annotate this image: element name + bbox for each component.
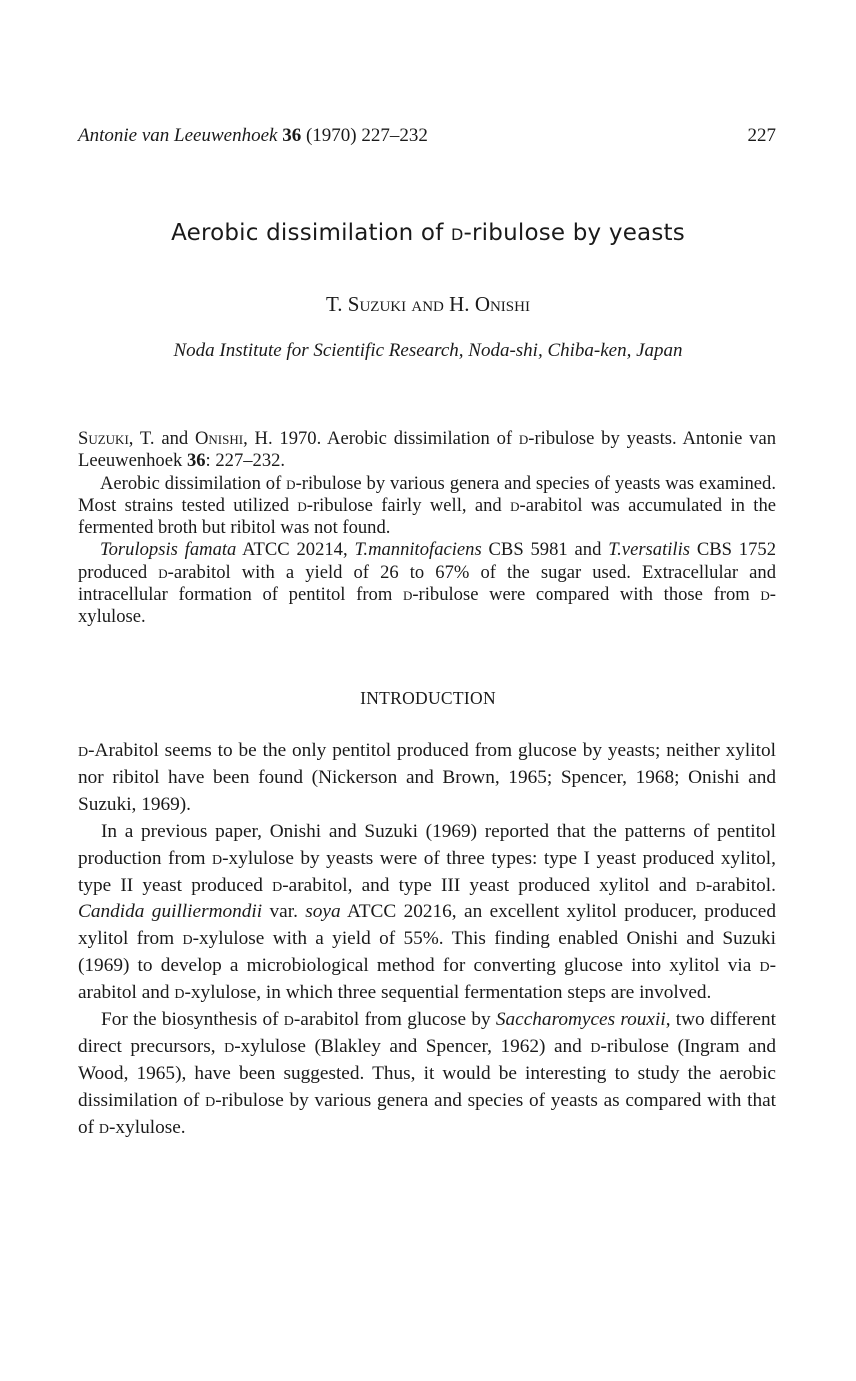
abstract-paragraph-2: Torulopsis famata ATCC 20214, T.mannitofaciens CBS 5981 and T.versatilis CBS 1752 produced d-arabitol with a yield of 26 to 67% of the sugar used. Extracellular and intracellular formation of pentitol from d-ribulose were compared with those from d-xylulose. [78, 539, 776, 628]
journal-volume: 36 [282, 125, 302, 146]
introduction-body [78, 738, 776, 1142]
intro-paragraph-1: d-Arabitol seems to be the only pentitol produced from glucose by yeasts; neither xylitol nor ribitol have been found (Nickerson and Brown, 1965; Spencer, 1968; Onishi and Suzuki, 1969). [78, 740, 776, 815]
abstract-citation: Suzuki, T. and Onishi, H. 1970. Aerobic dissimilation of d-ribulose by yeasts. Antonie van Leeuwenhoek 36: 227–232. [78, 428, 776, 472]
journal-name: Antonie van Leeuwenhoek [78, 125, 278, 146]
abstract [78, 428, 776, 629]
abstract-paragraph-1: Aerobic dissimilation of d-ribulose by various genera and species of yeasts was examined. Most strains tested utilized d-ribulose fairly well, and d-arabitol was accumulated in the fermented broth but ribitol was not found. [78, 472, 776, 539]
journal-year-pages: (1970) 227–232 [305, 125, 428, 146]
intro-paragraph-3: For the biosynthesis of d-arabitol from glucose by Saccharomyces rouxii, two different direct precursors, d-xylulose (Blakley and Spencer, 1962) and d-ribulose (Ingram and Wood, 1965), have been suggested. Thus, it would be interesting to study the aerobic dissimilation of d-ribulose by various genera and species of yeasts as compared with that of d-xylulose. [78, 1009, 777, 1138]
author-affiliation: Noda Institute for Scientific Research, Noda-shi, Chiba-ken, Japan [173, 340, 683, 361]
page-number: 227 [747, 125, 776, 146]
running-head [78, 125, 776, 151]
section-heading-introduction: INTRODUCTION [360, 688, 496, 708]
journal-citation [78, 125, 428, 151]
paper-authors: T. Suzuki and H. Onishi [326, 292, 530, 316]
intro-paragraph-2: In a previous paper, Onishi and Suzuki (1969) reported that the patterns of pentitol production from d-xylulose by yeasts were of three types: type I yeast produced xylitol, type II yeast produced d-arabitol, and type III yeast produced xylitol and d-arabitol. Candida guilliermondii var. soya ATCC 20216, an excellent xylitol producer, produced xylitol from d-xylulose with a yield of 55%. This finding enabled Onishi and Suzuki (1969) to develop a microbiological method for converting glucose into xylitol via d-arabitol and d-xylulose, in which three sequential fermentation steps are involved. [78, 820, 776, 1004]
paper-title: Aerobic dissimilation of d-ribulose by yeasts [171, 220, 685, 246]
